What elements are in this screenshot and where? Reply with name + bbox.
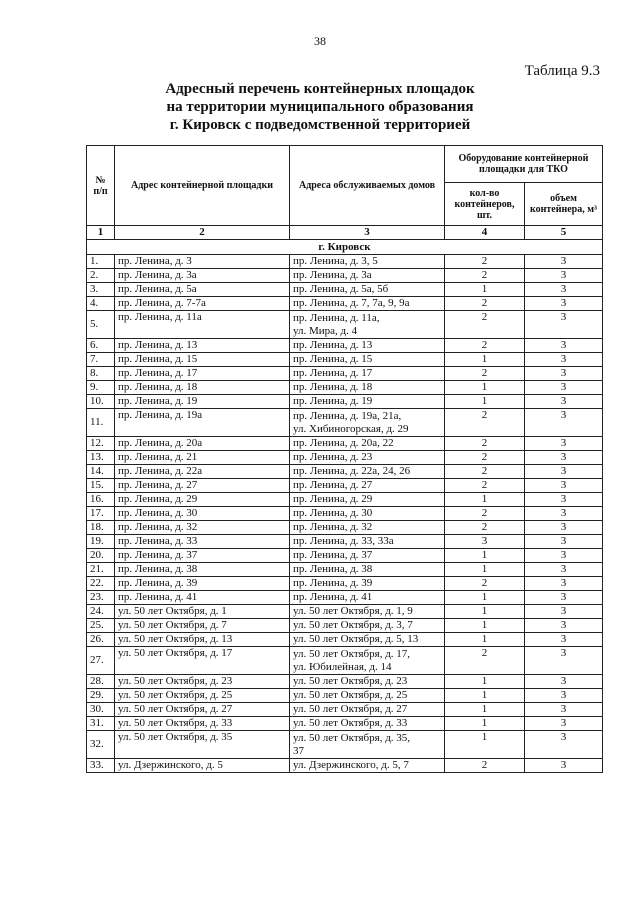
- served-addresses: [290, 353, 445, 367]
- container-count: 1: [445, 633, 525, 647]
- table-row: [87, 619, 603, 633]
- table-row: [87, 535, 603, 549]
- row-number: 14.: [87, 465, 115, 479]
- title-line-2: на территории муниципального образования: [166, 99, 474, 115]
- served-addresses: [290, 563, 445, 577]
- container-sites-table: [86, 145, 603, 773]
- container-volume: 3: [525, 605, 603, 619]
- table-row: [87, 255, 603, 269]
- row-number: 21.: [87, 563, 115, 577]
- site-address: пр. Ленина, д. 32: [115, 521, 290, 535]
- container-count: 2: [445, 409, 525, 437]
- row-number: 29.: [87, 689, 115, 703]
- served-address-line: пр. Ленина, д. 41: [293, 591, 373, 603]
- table-row: [87, 591, 603, 605]
- site-address: ул. 50 лет Октября, д. 33: [115, 717, 290, 731]
- served-address-line: пр. Ленина, д. 19: [293, 395, 373, 407]
- site-address: ул. Дзержинского, д. 5: [115, 759, 290, 773]
- table-row: [87, 549, 603, 563]
- container-count: 1: [445, 703, 525, 717]
- container-count: 3: [445, 535, 525, 549]
- served-address-line: пр. Ленина, д. 37: [293, 549, 373, 561]
- served-addresses: [290, 465, 445, 479]
- container-count: 2: [445, 269, 525, 283]
- container-count: 2: [445, 507, 525, 521]
- table-row: [87, 269, 603, 283]
- header-volume: объем контейнера, м³: [525, 183, 603, 226]
- container-count: 2: [445, 521, 525, 535]
- site-address: пр. Ленина, д. 3а: [115, 269, 290, 283]
- row-number: 25.: [87, 619, 115, 633]
- container-count: 1: [445, 563, 525, 577]
- served-addresses: [290, 395, 445, 409]
- served-address-line: ул. 50 лет Октября, д. 1, 9: [293, 605, 413, 617]
- document-title: [0, 80, 640, 134]
- header-site-address: Адрес контейнерной площадки: [115, 146, 290, 226]
- container-count: 1: [445, 689, 525, 703]
- served-addresses: [290, 507, 445, 521]
- row-number: 1.: [87, 255, 115, 269]
- row-number: 26.: [87, 633, 115, 647]
- row-number: 7.: [87, 353, 115, 367]
- table-row: [87, 297, 603, 311]
- served-addresses: [290, 409, 445, 437]
- served-addresses: [290, 759, 445, 773]
- row-number: 13.: [87, 451, 115, 465]
- container-volume: 3: [525, 269, 603, 283]
- row-number: 23.: [87, 591, 115, 605]
- page-number: 38: [314, 34, 326, 48]
- table-row: [87, 717, 603, 731]
- served-address-line: пр. Ленина, д. 22а, 24, 26: [293, 465, 411, 477]
- table-row: [87, 521, 603, 535]
- served-address-line: пр. Ленина, д. 23: [293, 451, 373, 463]
- site-address: пр. Ленина, д. 15: [115, 353, 290, 367]
- container-count: 1: [445, 591, 525, 605]
- served-addresses: [290, 297, 445, 311]
- container-volume: 3: [525, 395, 603, 409]
- table-row: [87, 479, 603, 493]
- served-address-line: пр. Ленина, д. 15: [293, 353, 373, 365]
- row-number: 30.: [87, 703, 115, 717]
- table-row: [87, 675, 603, 689]
- container-volume: 3: [525, 549, 603, 563]
- container-volume: 3: [525, 731, 603, 759]
- row-number: 10.: [87, 395, 115, 409]
- container-count: 1: [445, 619, 525, 633]
- row-number: 33.: [87, 759, 115, 773]
- table-row: [87, 381, 603, 395]
- served-address-line: ул. 50 лет Октября, д. 35,: [293, 731, 411, 744]
- container-count: 2: [445, 255, 525, 269]
- served-addresses: [290, 675, 445, 689]
- served-addresses: [290, 521, 445, 535]
- row-number: 15.: [87, 479, 115, 493]
- row-number: 20.: [87, 549, 115, 563]
- container-volume: 3: [525, 759, 603, 773]
- served-addresses: [290, 633, 445, 647]
- site-address: пр. Ленина, д. 13: [115, 339, 290, 353]
- title-line-3: г. Кировск с подведомственной территорией: [169, 117, 471, 133]
- table-row: [87, 339, 603, 353]
- served-addresses: [290, 647, 445, 675]
- container-count: 2: [445, 465, 525, 479]
- served-address-line: пр. Ленина, д. 18: [293, 381, 373, 393]
- col-number-2: 2: [115, 226, 290, 240]
- served-addresses: [290, 269, 445, 283]
- served-address-line: пр. Ленина, д. 29: [293, 493, 373, 505]
- container-volume: 3: [525, 577, 603, 591]
- site-address: пр. Ленина, д. 3: [115, 255, 290, 269]
- col-number-5: 5: [525, 226, 603, 240]
- row-number: 18.: [87, 521, 115, 535]
- served-address-line: пр. Ленина, д. 5а, 5б: [293, 283, 389, 295]
- col-number-1: 1: [87, 226, 115, 240]
- table-row: [87, 409, 603, 437]
- served-addresses: [290, 619, 445, 633]
- table-row: [87, 647, 603, 675]
- table-row: [87, 605, 603, 619]
- container-count: 2: [445, 479, 525, 493]
- row-number: 28.: [87, 675, 115, 689]
- container-volume: 3: [525, 339, 603, 353]
- site-address: пр. Ленина, д. 21: [115, 451, 290, 465]
- site-address: пр. Ленина, д. 18: [115, 381, 290, 395]
- container-count: 1: [445, 395, 525, 409]
- served-addresses: [290, 493, 445, 507]
- table-row: [87, 395, 603, 409]
- header-equipment: Оборудование контейнерной площадки для ТКО: [445, 146, 603, 183]
- table-row: [87, 577, 603, 591]
- table-row: [87, 563, 603, 577]
- row-number: 19.: [87, 535, 115, 549]
- served-address-line: ул. 50 лет Октября, д. 5, 13: [293, 633, 419, 645]
- container-volume: 3: [525, 507, 603, 521]
- site-address: пр. Ленина, д. 37: [115, 549, 290, 563]
- container-count: 2: [445, 647, 525, 675]
- served-addresses: [290, 703, 445, 717]
- container-volume: 3: [525, 451, 603, 465]
- container-volume: 3: [525, 619, 603, 633]
- site-address: пр. Ленина, д. 41: [115, 591, 290, 605]
- header-num: № п/п: [87, 146, 115, 226]
- served-addresses: [290, 591, 445, 605]
- served-addresses: [290, 437, 445, 451]
- container-count: 1: [445, 717, 525, 731]
- served-addresses: [290, 381, 445, 395]
- site-address: ул. 50 лет Октября, д. 1: [115, 605, 290, 619]
- served-address-line: ул. 50 лет Октября, д. 3, 7: [293, 619, 413, 631]
- container-volume: 3: [525, 353, 603, 367]
- site-address: ул. 50 лет Октября, д. 17: [115, 647, 290, 675]
- served-address-line: пр. Ленина, д. 32: [293, 521, 373, 533]
- site-address: пр. Ленина, д. 33: [115, 535, 290, 549]
- container-volume: 3: [525, 689, 603, 703]
- container-count: 1: [445, 605, 525, 619]
- row-number: 17.: [87, 507, 115, 521]
- served-addresses: [290, 255, 445, 269]
- container-volume: 3: [525, 493, 603, 507]
- served-addresses: [290, 479, 445, 493]
- served-addresses: [290, 451, 445, 465]
- served-addresses: [290, 367, 445, 381]
- container-volume: 3: [525, 591, 603, 605]
- served-address-line: пр. Ленина, д. 3, 5: [293, 255, 378, 267]
- container-volume: 3: [525, 717, 603, 731]
- row-number: 2.: [87, 269, 115, 283]
- site-address: пр. Ленина, д. 20а: [115, 437, 290, 451]
- site-address: пр. Ленина, д. 30: [115, 507, 290, 521]
- header-count: кол-во контейнеров, шт.: [445, 183, 525, 226]
- served-addresses: [290, 311, 445, 339]
- container-volume: 3: [525, 283, 603, 297]
- site-address: ул. 50 лет Октября, д. 23: [115, 675, 290, 689]
- table-row: [87, 465, 603, 479]
- served-address-line: пр. Ленина, д. 30: [293, 507, 373, 519]
- site-address: пр. Ленина, д. 5а: [115, 283, 290, 297]
- row-number: 12.: [87, 437, 115, 451]
- header-served-addresses: Адреса обслуживаемых домов: [290, 146, 445, 226]
- container-count: 1: [445, 381, 525, 395]
- col-number-4: 4: [445, 226, 525, 240]
- container-count: 2: [445, 451, 525, 465]
- served-address-line: ул. 50 лет Октября, д. 23: [293, 675, 408, 687]
- container-volume: 3: [525, 633, 603, 647]
- served-address-line: ул. Дзержинского, д. 5, 7: [293, 759, 409, 771]
- container-volume: 3: [525, 409, 603, 437]
- served-address-line: ул. Мира, д. 4: [293, 324, 358, 337]
- row-number: 11.: [87, 409, 115, 437]
- served-address-line: ул. 50 лет Октября, д. 25: [293, 689, 408, 701]
- row-number: 9.: [87, 381, 115, 395]
- container-volume: 3: [525, 563, 603, 577]
- table-row: [87, 353, 603, 367]
- served-addresses: [290, 689, 445, 703]
- site-address: ул. 50 лет Октября, д. 25: [115, 689, 290, 703]
- container-volume: 3: [525, 535, 603, 549]
- container-volume: 3: [525, 703, 603, 717]
- table-row: [87, 759, 603, 773]
- container-volume: 3: [525, 647, 603, 675]
- container-volume: 3: [525, 465, 603, 479]
- served-address-line: ул. Хибиногорская, д. 29: [293, 422, 409, 435]
- container-count: 2: [445, 339, 525, 353]
- site-address: пр. Ленина, д. 29: [115, 493, 290, 507]
- container-volume: 3: [525, 367, 603, 381]
- row-number: 5.: [87, 311, 115, 339]
- served-address-line: пр. Ленина, д. 39: [293, 577, 373, 589]
- table-label: Таблица 9.3: [524, 63, 600, 79]
- container-count: 2: [445, 311, 525, 339]
- site-address: ул. 50 лет Октября, д. 7: [115, 619, 290, 633]
- served-address-line: пр. Ленина, д. 38: [293, 563, 373, 575]
- served-address-line: пр. Ленина, д. 19а, 21а,: [293, 409, 402, 422]
- container-count: 2: [445, 297, 525, 311]
- site-address: ул. 50 лет Октября, д. 13: [115, 633, 290, 647]
- served-addresses: [290, 605, 445, 619]
- site-address: пр. Ленина, д. 39: [115, 577, 290, 591]
- row-number: 6.: [87, 339, 115, 353]
- served-address-line: 37: [293, 744, 304, 757]
- container-volume: 3: [525, 381, 603, 395]
- served-address-line: ул. 50 лет Октября, д. 27: [293, 703, 408, 715]
- container-count: 1: [445, 283, 525, 297]
- container-count: 2: [445, 437, 525, 451]
- row-number: 32.: [87, 731, 115, 759]
- served-address-line: пр. Ленина, д. 3а: [293, 269, 372, 281]
- container-count: 1: [445, 675, 525, 689]
- served-addresses: [290, 535, 445, 549]
- table-row: [87, 451, 603, 465]
- table-row: [87, 283, 603, 297]
- served-address-line: ул. 50 лет Октября, д. 17,: [293, 647, 411, 660]
- site-address: пр. Ленина, д. 17: [115, 367, 290, 381]
- served-address-line: пр. Ленина, д. 20а, 22: [293, 437, 394, 449]
- served-addresses: [290, 577, 445, 591]
- table-row: [87, 507, 603, 521]
- table-row: [87, 311, 603, 339]
- container-volume: 3: [525, 437, 603, 451]
- table-row: [87, 731, 603, 759]
- container-volume: 3: [525, 675, 603, 689]
- site-address: пр. Ленина, д. 19: [115, 395, 290, 409]
- title-line-1: Адресный перечень контейнерных площадок: [165, 81, 475, 97]
- served-address-line: ул. 50 лет Октября, д. 33: [293, 717, 408, 729]
- table-row: [87, 703, 603, 717]
- served-address-line: пр. Ленина, д. 13: [293, 339, 373, 351]
- row-number: 16.: [87, 493, 115, 507]
- table-row: [87, 493, 603, 507]
- row-number: 24.: [87, 605, 115, 619]
- container-volume: 3: [525, 521, 603, 535]
- served-addresses: [290, 283, 445, 297]
- row-number: 27.: [87, 647, 115, 675]
- container-volume: 3: [525, 479, 603, 493]
- served-address-line: пр. Ленина, д. 27: [293, 479, 373, 491]
- container-volume: 3: [525, 311, 603, 339]
- container-count: 2: [445, 759, 525, 773]
- container-volume: 3: [525, 297, 603, 311]
- table-row: [87, 633, 603, 647]
- served-addresses: [290, 731, 445, 759]
- table-row: [87, 437, 603, 451]
- container-count: 1: [445, 731, 525, 759]
- site-address: пр. Ленина, д. 7-7а: [115, 297, 290, 311]
- site-address: пр. Ленина, д. 19а: [115, 409, 290, 437]
- container-count: 1: [445, 493, 525, 507]
- site-address: пр. Ленина, д. 38: [115, 563, 290, 577]
- container-count: 1: [445, 353, 525, 367]
- site-address: пр. Ленина, д. 11а: [115, 311, 290, 339]
- served-address-line: пр. Ленина, д. 11а,: [293, 311, 380, 324]
- table-row: [87, 689, 603, 703]
- row-number: 31.: [87, 717, 115, 731]
- row-number: 4.: [87, 297, 115, 311]
- site-address: ул. 50 лет Октября, д. 27: [115, 703, 290, 717]
- section-heading: г. Кировск: [87, 240, 603, 255]
- site-address: пр. Ленина, д. 22а: [115, 465, 290, 479]
- container-volume: 3: [525, 255, 603, 269]
- served-address-line: пр. Ленина, д. 33, 33а: [293, 535, 394, 547]
- container-count: 2: [445, 367, 525, 381]
- site-address: пр. Ленина, д. 27: [115, 479, 290, 493]
- col-number-3: 3: [290, 226, 445, 240]
- served-address-line: пр. Ленина, д. 17: [293, 367, 373, 379]
- row-number: 22.: [87, 577, 115, 591]
- row-number: 3.: [87, 283, 115, 297]
- site-address: ул. 50 лет Октября, д. 35: [115, 731, 290, 759]
- row-number: 8.: [87, 367, 115, 381]
- served-addresses: [290, 549, 445, 563]
- container-count: 1: [445, 549, 525, 563]
- table-row: [87, 367, 603, 381]
- served-addresses: [290, 339, 445, 353]
- served-addresses: [290, 717, 445, 731]
- served-address-line: ул. Юбилейная, д. 14: [293, 660, 392, 673]
- container-count: 2: [445, 577, 525, 591]
- served-address-line: пр. Ленина, д. 7, 7а, 9, 9а: [293, 297, 410, 309]
